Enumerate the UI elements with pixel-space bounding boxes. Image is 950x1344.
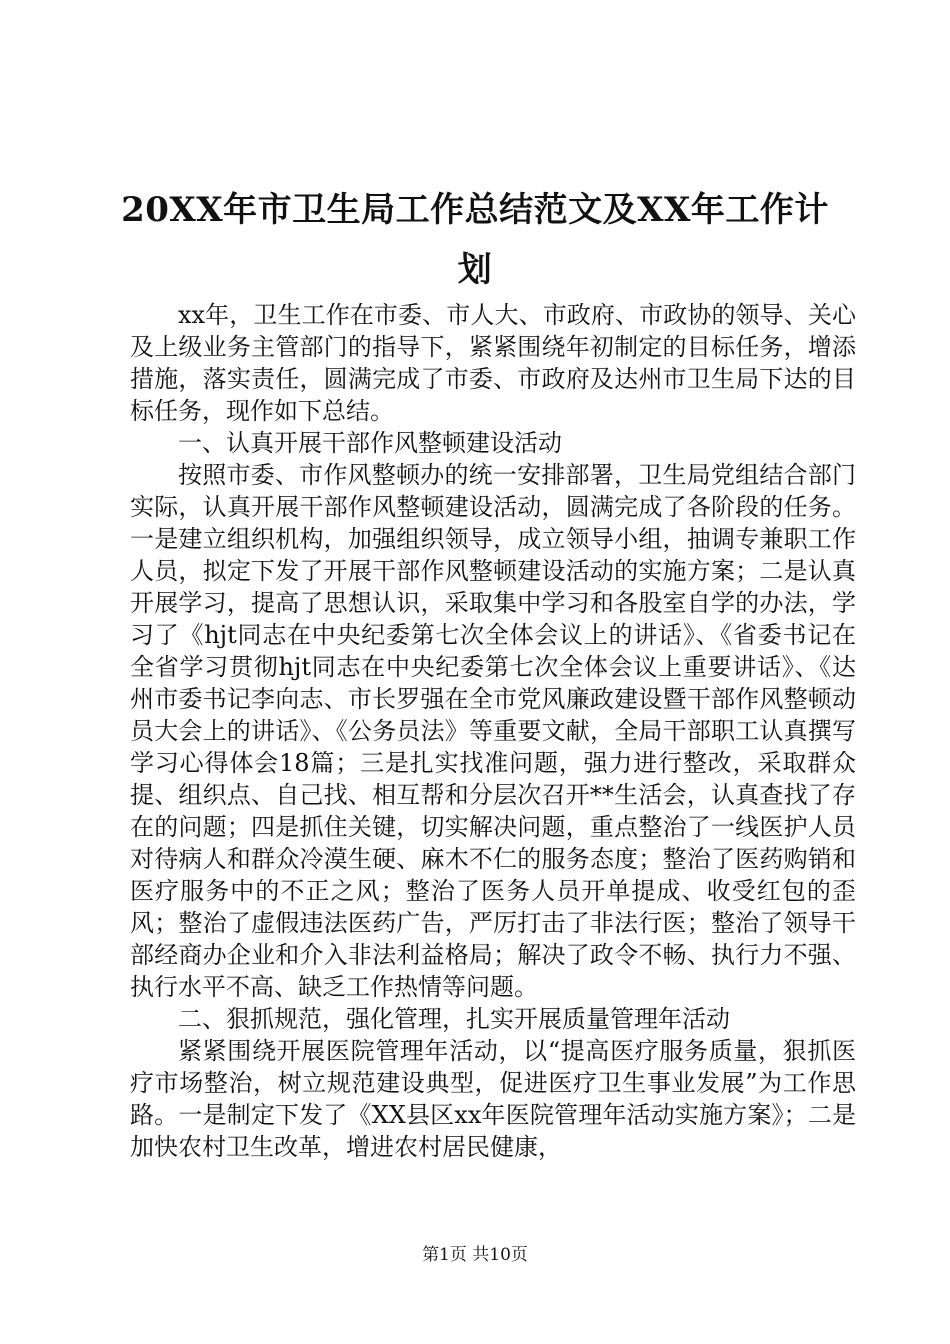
document-body: [130, 299, 856, 1163]
section-1-paragraph: 按照市委、市作风整顿办的统一安排部署，卫生局党组结合部门实际，认真开展干部作风整顿建设活动，圆满完成了各阶段的任务。一是建立组织机构，加强组织领导，成立领导小组，抽调专兼职工作人员，拟定下发了开展干部作风整顿建设活动的实施方案；二是认真开展学习，提高了思想认识，采取集中学习和各股室自学的办法，学习了《hjt同志在中央纪委第七次全体会议上的讲话》、《省委书记在全省学习贯彻hjt同志在中央纪委第七次全体会议上重要讲话》、《达州市委书记李向志、市长罗强在全市党风廉政建设暨干部作风整顿动员大会上的讲话》、《公务员法》等重要文献，全局干部职工认真撰写学习心得体会18篇；三是扎实找准问题，强力进行整改，采取群众提、组织点、自己找、相互帮和分层次召开**生活会，认真查找了存在的问题；四是抓住关键，切实解决问题，重点整治了一线医护人员对待病人和群众冷漠生硬、麻木不仁的服务态度；整治了医药购销和医疗服务中的不正之风；整治了医务人员开单提成、收受红包的歪风；整治了虚假违法医药广告，严厉打击了非法行医；整治了领导干部经商办企业和介入非法利益格局；解决了政令不畅、执行力不强、执行水平不高、缺乏工作热情等问题。: [130, 461, 856, 1001]
document-title: 20XX年市卫生局工作总结范文及XX年工作计划: [121, 190, 829, 290]
section-heading-2: 二、狠抓规范，强化管理，扎实开展质量管理年活动: [178, 1005, 730, 1033]
section-heading-1: 一、认真开展干部作风整顿建设活动: [178, 429, 562, 457]
intro-paragraph: xx年，卫生工作在市委、市人大、市政府、市政协的领导、关心及上级业务主管部门的指导下，紧紧围绕年初制定的目标任务，增添措施，落实责任，圆满完成了市委、市政府及达州市卫生局下达的目标任务，现作如下总结。: [130, 301, 856, 425]
page-number-footer: 第1页 共10页: [422, 1245, 528, 1265]
section-2-paragraph: 紧紧围绕开展医院管理年活动，以“提高医疗服务质量，狠抓医疗市场整治，树立规范建设典型，促进医疗卫生事业发展”为工作思路。一是制定下发了《XX县区xx年医院管理年活动实施方案》；二是加快农村卫生改革，增进农村居民健康，: [130, 1037, 856, 1161]
